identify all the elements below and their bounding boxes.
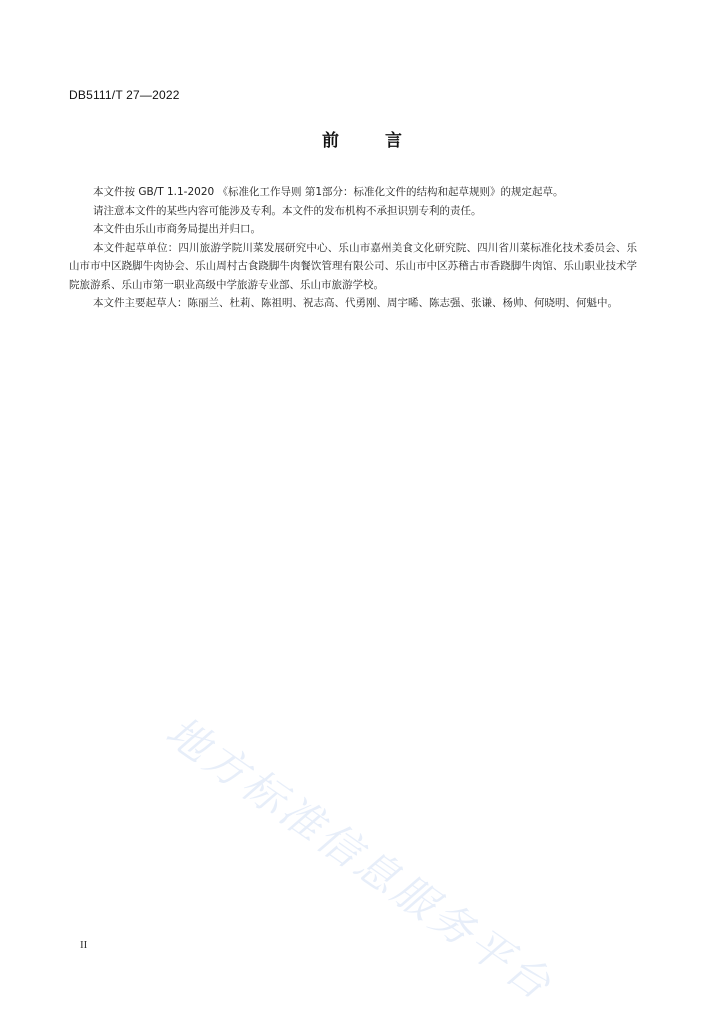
paragraph-proposer: 本文件由乐山市商务局提出并归口。 <box>93 223 261 235</box>
paragraph-patent-notice: 请注意本文件的某些内容可能涉及专利。本文件的发布机构不承担识别专利的责任。 <box>93 204 482 217</box>
heading-char-2: 言 <box>385 131 402 151</box>
heading-char-1: 前 <box>322 131 339 151</box>
section-heading <box>0 126 724 151</box>
watermark-text: 地方标准信息服务平台 <box>157 706 563 1011</box>
paragraph-drafting-rules: 本文件按 GB/T 1.1-2020 《标准化工作导则 第1部分：标准化文件的结构和起草规则》的规定起草。 <box>93 186 564 198</box>
paragraph-drafters: 本文件主要起草人：陈丽兰、杜莉、陈祖明、祝志高、代勇刚、周宇晞、陈志强、张谦、杨帅、何晓明、何魁中。 <box>93 297 618 309</box>
paragraph-drafting-units: 本文件起草单位：四川旅游学院川菜发展研究中心、乐山市嘉州美食文化研究院、四川省川菜标准化技术委员会、乐山市市中区跷脚牛肉协会、乐山周村古食跷脚牛肉餐饮管理有限公司、乐山市中区苏稽古市香跷脚牛肉馆、乐山职业技术学院旅游系、乐山市第一职业高级中学旅游专业部、乐山市旅游学校。 <box>69 241 637 291</box>
page-number: II <box>80 939 88 951</box>
document-code: DB5111/T 27—2022 <box>69 88 180 102</box>
foreword-body <box>69 183 637 313</box>
